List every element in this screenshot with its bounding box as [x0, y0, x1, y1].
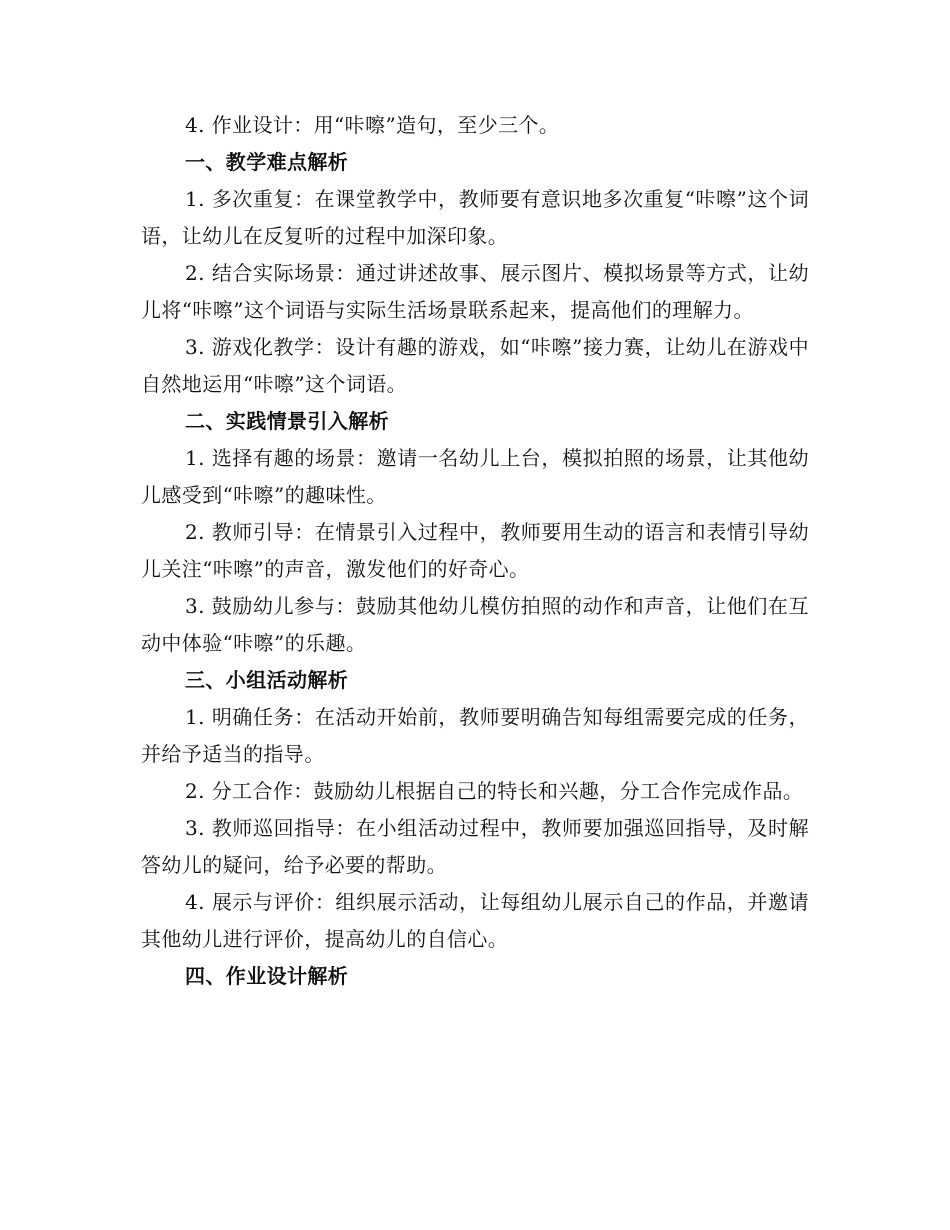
section-heading-homework-design: 四、作业设计解析: [185, 964, 349, 988]
paragraph-patrol-guidance: 3. 教师巡回指导：在小组活动过程中，教师要加强巡回指导，及时解答幼儿的疑问，给予必要的帮助。: [141, 816, 809, 877]
section-heading-group-activity: 三、小组活动解析: [185, 668, 349, 692]
paragraph-encourage-participation: 3. 鼓励幼儿参与：鼓励其他幼儿模仿拍照的动作和声音，让他们在互动中体验“咔嚓”的乐趣。: [141, 594, 809, 655]
section-heading-scenario-intro: 二、实践情景引入解析: [185, 409, 389, 433]
paragraph-choose-scene: 1. 选择有趣的场景：邀请一名幼儿上台，模拟拍照的场景，让其他幼儿感受到“咔嚓”的趣味性。: [141, 446, 809, 507]
paragraph-real-scenes: 2. 结合实际场景：通过讲述故事、展示图片、模拟场景等方式，让幼儿将“咔嚓”这个词语与实际生活场景联系起来，提高他们的理解力。: [141, 261, 809, 322]
document-body: [141, 107, 809, 995]
paragraph-show-and-evaluate: 4. 展示与评价：组织展示活动，让每组幼儿展示自己的作品，并邀请其他幼儿进行评价，提高幼儿的自信心。: [141, 890, 809, 951]
section-heading-teaching-difficulties: 一、教学难点解析: [185, 150, 349, 174]
paragraph-teacher-guidance: 2. 教师引导：在情景引入过程中，教师要用生动的语言和表情引导幼儿关注“咔嚓”的声音，激发他们的好奇心。: [141, 520, 809, 581]
paragraph-clear-tasks: 1. 明确任务：在活动开始前，教师要明确告知每组需要完成的任务，并给予适当的指导。: [141, 705, 809, 766]
paragraph-division-of-labor: 2. 分工合作：鼓励幼儿根据自己的特长和兴趣，分工合作完成作品。: [185, 779, 804, 803]
paragraph-repetition: 1. 多次重复：在课堂教学中，教师要有意识地多次重复“咔嚓”这个词语，让幼儿在反复听的过程中加深印象。: [141, 187, 809, 248]
paragraph-game-teaching: 3. 游戏化教学：设计有趣的游戏，如“咔嚓”接力赛，让幼儿在游戏中自然地运用“咔嚓”这个词语。: [141, 335, 809, 396]
paragraph-homework-design: 4. 作业设计：用“咔嚓”造句，至少三个。: [185, 113, 560, 137]
